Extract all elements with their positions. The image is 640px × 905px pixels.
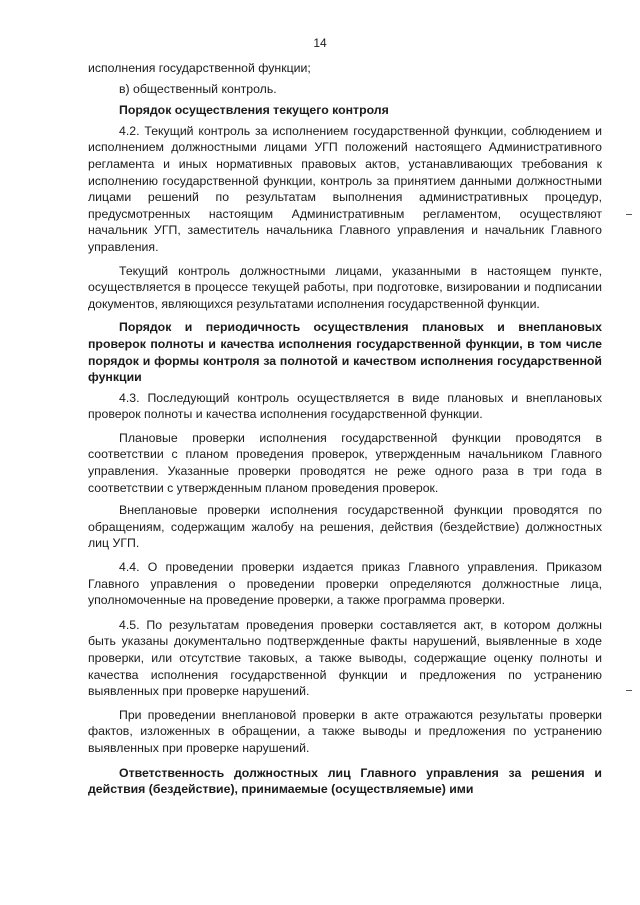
paragraph: 4.4. О проведении проверки издается приказ Главного управления. Приказом Главного управления о проведении проверки определяются должностные лица, уполномоченные на проведение проверки, а также программа проверки. bbox=[88, 560, 602, 608]
paragraph: в) общественный контроль. bbox=[119, 81, 277, 96]
section-heading: Ответственность должностных лиц Главного управления за решения и действия (бездействие), принимаемые (осуществляемые) ими bbox=[88, 765, 602, 797]
margin-mark bbox=[626, 214, 632, 215]
paragraph: Плановые проверки исполнения государственной функции проводятся в соответствии с планом проведения проверок, утвержденным начальником Главного управления. Указанные проверки проводятся не реже одного раза в три года в соответствии с утвержденным планом проведения проверок. bbox=[88, 430, 602, 495]
document-body bbox=[88, 60, 602, 798]
paragraph: 4.2. Текущий контроль за исполнением государственной функции, соблюдением и исполнением должностными лицами УГП положений настоящего Административного регламента и иных нормативных правовых актов, устанавливающих требования к исполнению государственной функции, контроль за принятием данными должностными лицами решений по результатам выполнения административных процедур, предусмотренных настоящим Административным регламентом, осуществляют начальник УГП, заместитель начальника Главного управления и начальник Главного управления. bbox=[88, 123, 602, 254]
paragraph: 4.3. Последующий контроль осуществляется в виде плановых и внеплановых проверок полноты и качества исполнения государственной функции. bbox=[88, 390, 602, 422]
page-number: 14 bbox=[313, 36, 327, 50]
section-heading: Порядок и периодичность осуществления плановых и внеплановых проверок полноты и качества исполнения государственной функции, в том числе порядок и формы контроля за полнотой и качеством исполнения государственной функции bbox=[88, 320, 602, 385]
paragraph: 4.5. По результатам проведения проверки составляется акт, в котором должны быть указаны документально подтвержденные факты нарушений, выявленные в ходе проверки, или отсутствие таковых, а также выводы, содержащие оценку полноты и качества исполнения государственной функции и предложения по устранению выявленных при проверке нарушений. bbox=[88, 617, 602, 699]
paragraph: При проведении внеплановой проверки в акте отражаются результаты проверки фактов, изложенных в обращении, а также выводы и предложения по устранению выявленных при проверке нарушений. bbox=[88, 707, 602, 755]
section-heading: Порядок осуществления текущего контроля bbox=[119, 103, 389, 118]
paragraph: исполнения государственной функции; bbox=[88, 61, 311, 75]
paragraph: Внеплановые проверки исполнения государственной функции проводятся по обращениям, содержащим жалобу на решения, действия (бездействие) должностных лиц УГП. bbox=[88, 503, 602, 551]
paragraph: Текущий контроль должностными лицами, указанными в настоящем пункте, осуществляется в процессе текущей работы, при подготовке, визировании и подписании документов, являющихся результатами исполнения государственной функции. bbox=[88, 263, 602, 311]
margin-mark bbox=[626, 690, 632, 691]
